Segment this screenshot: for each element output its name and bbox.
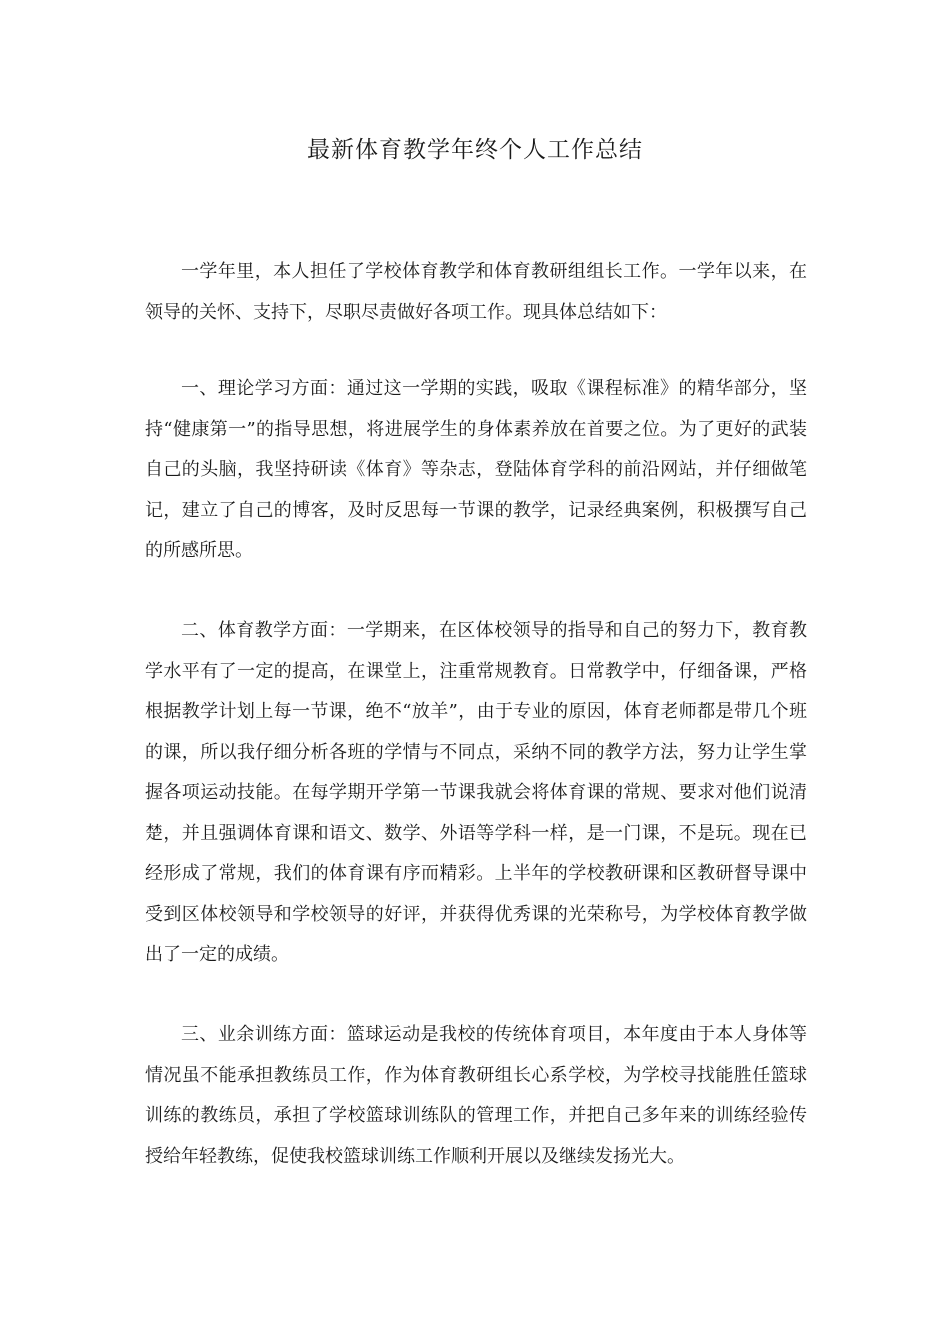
- theory-study-paragraph: 一、理论学习方面：通过这一学期的实践，吸取《课程标准》的精华部分，坚持“健康第一”的指导思想，将进展学生的身体素养放在首要之位。为了更好的武装自己的头脑，我坚持研读《体育》等杂志，登陆体育学科的前沿网站，并仔细做笔记，建立了自己的博客，及时反思每一节课的教学，记录经典案例，积极撰写自己的所感所思。: [145, 378, 807, 561]
- pe-teaching-paragraph: 二、体育教学方面：一学期来，在区体校领导的指导和自己的努力下，教育教学水平有了一定的提高，在课堂上，注重常规教育。日常教学中，仔细备课，严格根据教学计划上每一节课，绝不“放羊”，由于专业的原因，体育老师都是带几个班的课，所以我仔细分析各班的学情与不同点，采纳不同的教学方法，努力让学生掌握各项运动技能。在每学期开学第一节课我就会将体育课的常规、要求对他们说清楚，并且强调体育课和语文、数学、外语等学科一样，是一门课，不是玩。现在已经形成了常规，我们的体育课有序而精彩。上半年的学校教研课和区教研督导课中受到区体校领导和学校领导的好评，并获得优秀课的光荣称号，为学校体育教学做出了一定的成绩。: [145, 620, 807, 965]
- intro-paragraph: 一学年里，本人担任了学校体育教学和体育教研组组长工作。一学年以来，在领导的关怀、支持下，尽职尽责做好各项工作。现具体总结如下：: [145, 261, 807, 323]
- document-title: 最新体育教学年终个人工作总结: [307, 137, 643, 163]
- amateur-training-paragraph: 三、业余训练方面：篮球运动是我校的传统体育项目，本年度由于本人身体等情况虽不能承担教练员工作，作为体育教研组长心系学校，为学校寻找能胜任篮球训练的教练员，承担了学校篮球训练队的管理工作，并把自己多年来的训练经验传授给年轻教练，促使我校篮球训练工作顺利开展以及继续发扬光大。: [145, 1024, 807, 1167]
